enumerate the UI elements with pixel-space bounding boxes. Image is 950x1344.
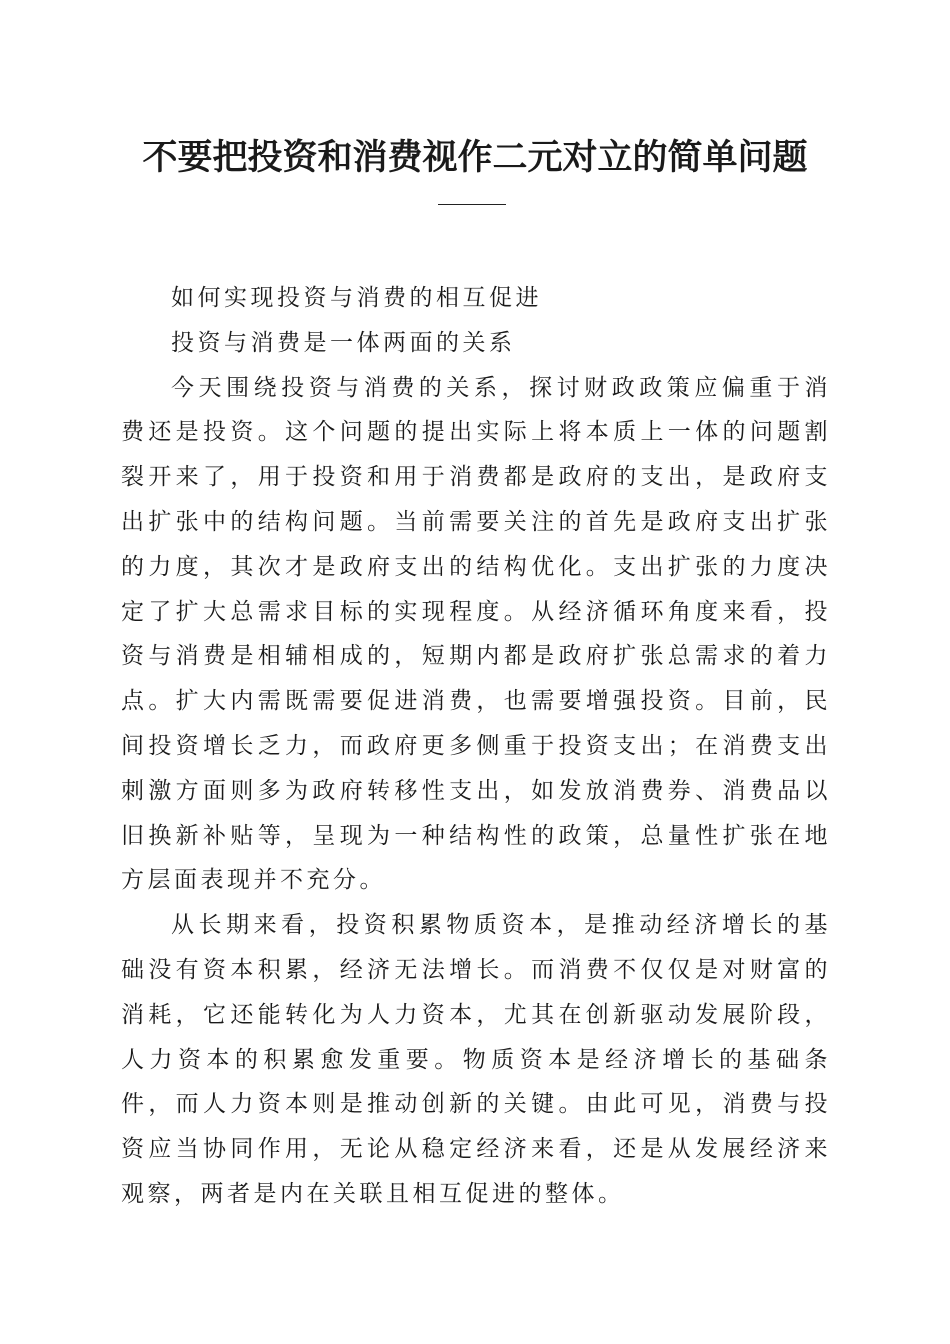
paragraph-body-2: 从长期来看，投资积累物质资本，是推动经济增长的基础没有资本积累，经济无法增长。而消费不仅仅是对财富的消耗，它还能转化为人力资本，尤其在创新驱动发展阶段，人力资本的积累愈发重要。物质资本是经济增长的基础条件，而人力资本则是推动创新的关键。由此可见，消费与投资应当协同作用，无论从稳定经济来看，还是从发展经济来观察，两者是内在关联且相互促进的整体。 <box>121 912 831 1207</box>
title-divider <box>438 204 506 205</box>
paragraph-subheading-1: 如何实现投资与消费的相互促进 <box>171 285 542 311</box>
document-title: 不要把投资和消费视作二元对立的简单问题 <box>142 137 808 178</box>
paragraph-body-1: 今天围绕投资与消费的关系，探讨财政政策应偏重于消费还是投资。这个问题的提出实际上将本质上一体的问题割裂开来了，用于投资和用于消费都是政府的支出，是政府支出扩张中的结构问题。当前需要关注的首先是政府支出扩张的力度，其次才是政府支出的结构优化。支出扩张的力度决定了扩大总需求目标的实现程度。从经济循环角度来看，投资与消费是相辅相成的，短期内都是政府扩张总需求的着力点。扩大内需既需要促进消费，也需要增强投资。目前，民间投资增长乏力，而政府更多侧重于投资支出；在消费支出刺激方面则多为政府转移性支出，如发放消费券、消费品以旧换新补贴等，呈现为一种结构性的政策，总量性扩张在地方层面表现并不充分。 <box>121 374 831 894</box>
paragraph-subheading-2: 投资与消费是一体两面的关系 <box>171 329 516 356</box>
document-body <box>121 276 831 1217</box>
